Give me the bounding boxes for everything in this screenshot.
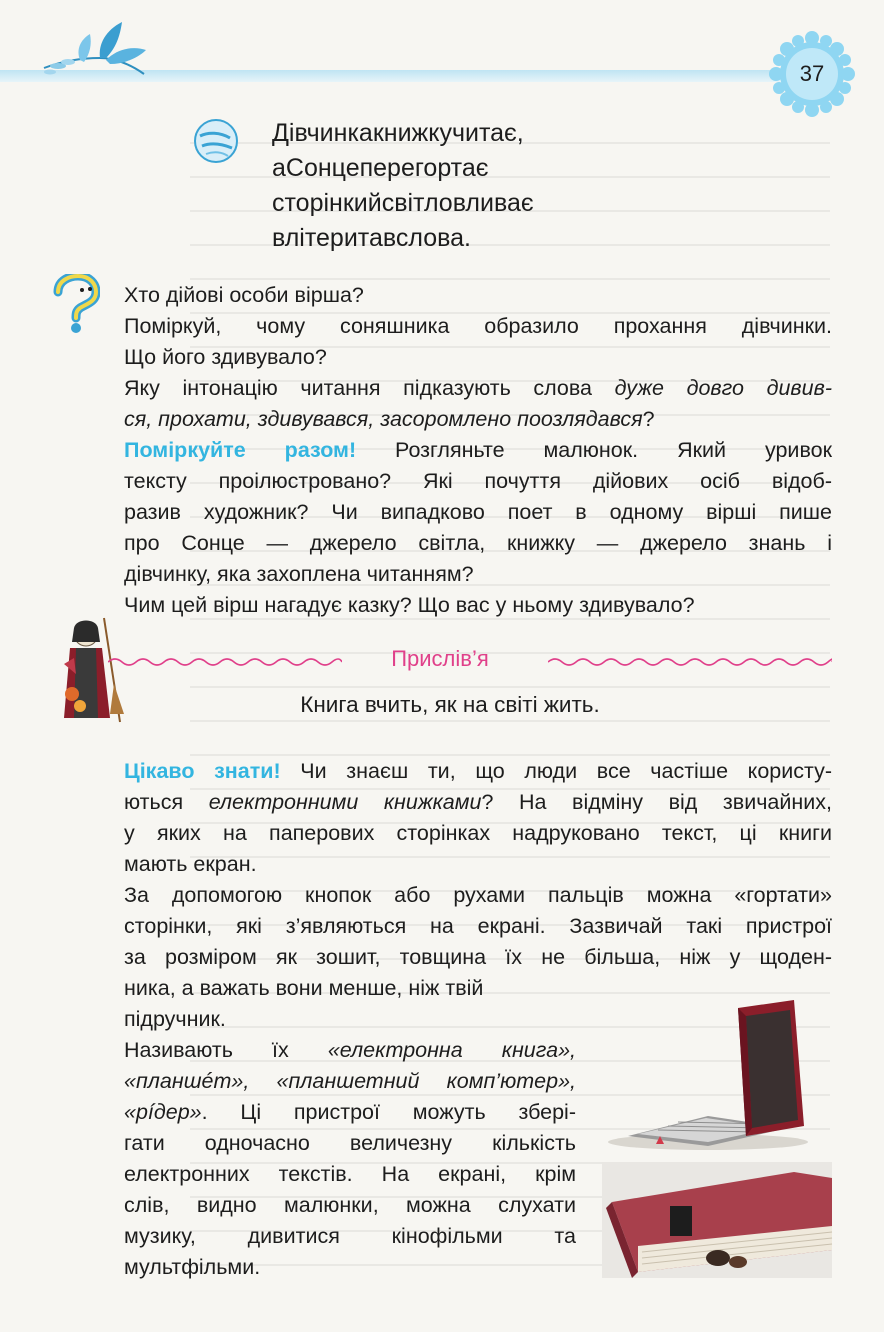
poem (272, 116, 534, 256)
paragraph-line (124, 1097, 576, 1128)
text-italic: «електронна книга», (327, 1038, 576, 1062)
paragraph-line: підручник. (124, 1007, 226, 1031)
question (124, 404, 832, 435)
question: разив художник? Чи випадково поет в одному вірші пише (124, 500, 832, 524)
text-italic: «планшéт», «планшетний комп’ютер», (124, 1069, 576, 1093)
folk-doll-icon (58, 614, 124, 726)
question-text: ? (642, 407, 655, 431)
question: Чим цей вірш нагадує казку? Що вас у ньому здивувало? (124, 593, 695, 617)
decorative-wave-right (548, 654, 832, 670)
text-italic: електронними книжками (208, 790, 482, 814)
text: ються (124, 790, 209, 814)
paragraph-line: гати одночасно величезну кількість (124, 1131, 576, 1155)
poem-line: влітеритавслова. (272, 224, 471, 252)
question (124, 373, 832, 404)
text: Чи знаєш ти, що люди все частіше користу- (280, 759, 832, 783)
text-italic: «рíдер» (124, 1100, 202, 1124)
paragraph-line (124, 1066, 576, 1097)
paragraph-line (124, 756, 832, 787)
text: ? На відміну від звичайних, (481, 790, 832, 814)
poem-line: Дівчинкакнижкучитає, (272, 119, 524, 147)
paragraph-line: сторінки, які з’являються на екрані. Зазвичай такі пристрої (124, 914, 832, 938)
sun-poem-icon (192, 118, 240, 164)
question: дівчинку, яка захоплена читанням? (124, 562, 474, 586)
proverb-title: Прислів’я (391, 646, 489, 671)
question-italic: ся, прохати, здивувався, засоромлено поозлядався (124, 407, 643, 431)
interesting-label: Цікаво знати! (124, 759, 281, 783)
together-label: Поміркуйте разом! (124, 438, 357, 462)
paragraph-line: слів, видно малюнки, можна слухати (124, 1193, 576, 1217)
question-mark-icon (50, 274, 100, 334)
text: Називають їх (124, 1038, 328, 1062)
question-italic: дуже довго дивив- (614, 376, 832, 400)
poem-line: сторінкийсвітловливає (272, 189, 534, 217)
paragraph-line: мультфільми. (124, 1255, 261, 1279)
question: Хто дійові особи вірша? (124, 283, 364, 307)
paragraph-line: у яких на паперових сторінках надруковано текст, ці книги (124, 821, 832, 845)
page-number: 37 (799, 61, 825, 86)
question (124, 435, 832, 466)
question: тексту проілюстровано? Які почуття дійових осіб відоб- (124, 469, 832, 493)
text: . Ці пристрої можуть збері- (201, 1100, 576, 1124)
question: Що його здивувало? (124, 345, 327, 369)
feather-ornament-icon (40, 18, 150, 82)
paragraph-line: За допомогою кнопок або рухами пальців можна «гортати» (124, 883, 832, 907)
paragraph-line: ника, а важать вони менше, ніж твій (124, 976, 484, 1000)
page-number-badge (766, 30, 858, 118)
poem-line: аСонцеперегортає (272, 154, 489, 182)
paragraph-line: музику, дивитися кінофільми та (124, 1224, 576, 1248)
questions-block (124, 280, 832, 621)
question-text: Розгляньте малюнок. Який уривок (356, 438, 832, 462)
question: про Сонце — джерело світла, книжку — джерело знань і (124, 531, 832, 555)
decorative-wave-left (108, 654, 342, 670)
proverb-text: Книга вчить, як на світі жить. (300, 692, 600, 717)
question-text: Яку інтонацію читання підказують слова (124, 376, 615, 400)
paragraph-line: за розміром як зошит, товщина їх не більша, ніж у щоден- (124, 945, 832, 969)
paragraph-line: електронних текстів. На екрані, крім (124, 1162, 576, 1186)
paragraph-line: мають екран. (124, 852, 257, 876)
question: Поміркуй, чому соняшника образило прохання дівчинки. (124, 314, 832, 338)
tablet-book-illustration (598, 996, 834, 1282)
paragraph-line (124, 1035, 576, 1066)
paragraph-line (124, 787, 832, 818)
